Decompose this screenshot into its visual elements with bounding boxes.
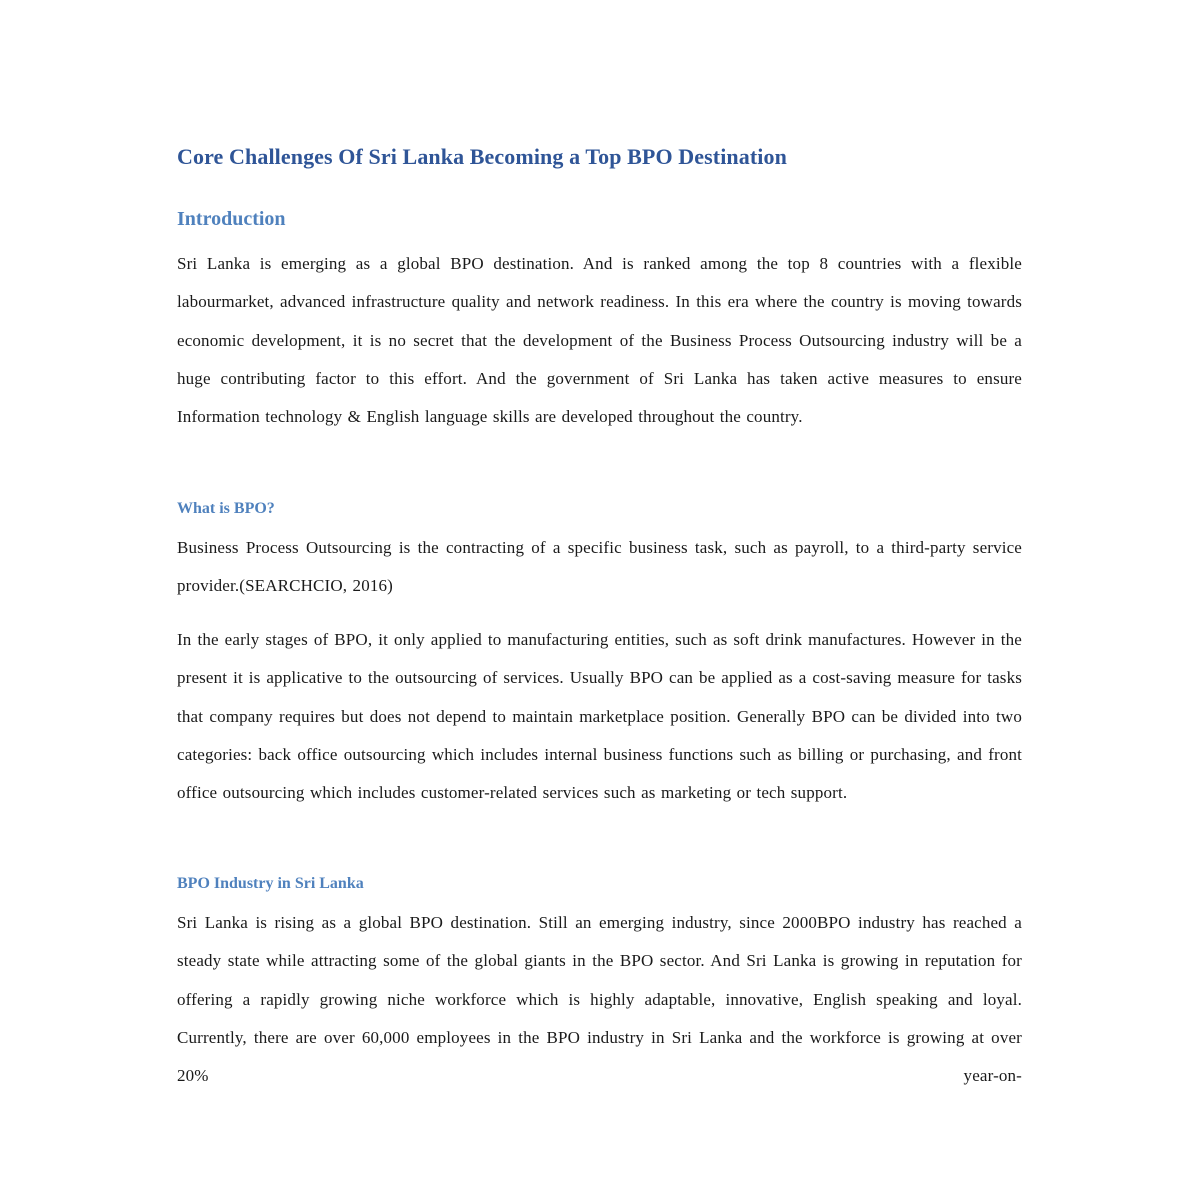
document-title: Core Challenges Of Sri Lanka Becoming a Top BPO Destination (177, 144, 787, 169)
document-page (177, 0, 1022, 1200)
paragraph-bpo-categories: In the early stages of BPO, it only applied to manufacturing entities, such as soft drink manufactures. However in the present it is applicative to the outsourcing of services. Usually BPO can be applied as a cost-saving measure for tasks that company requires but does not depend to maintain marketplace position. Generally BPO can be divided into two categories: back office outsourcing which includes internal business functions such as billing or purchasing, and front office outsourcing which includes customer-related services such as marketing or tech support. (177, 630, 1022, 803)
paragraph-introduction: Sri Lanka is emerging as a global BPO destination. And is ranked among the top 8 countries with a flexible labourmarket, advanced infrastructure quality and network readiness. In this era where the country is moving towards economic development, it is no secret that the development of the Business Process Outsourcing industry will be a huge contributing factor to this effort. And the government of Sri Lanka has taken active measures to ensure Information technology & English language skills are developed throughout the country. (177, 254, 1022, 427)
heading-introduction: Introduction (177, 208, 286, 230)
heading-what-is-bpo: What is BPO? (177, 500, 275, 517)
paragraph-bpo-industry: Sri Lanka is rising as a global BPO destination. Still an emerging industry, since 2000BPO industry has reached a steady state while attracting some of the global giants in the BPO sector. And Sri Lanka is growing in reputation for offering a rapidly growing niche workforce which is highly adaptable, innovative, English speaking and loyal. Currently, there are over 60,000 employees in the BPO industry in Sri Lanka and the workforce is growing at over 20% year-on- (177, 913, 1022, 1086)
paragraph-bpo-definition: Business Process Outsourcing is the contracting of a specific business task, such as payroll, to a third-party service provider.(SEARCHCIO, 2016) (177, 538, 1022, 596)
heading-bpo-industry: BPO Industry in Sri Lanka (177, 875, 364, 892)
